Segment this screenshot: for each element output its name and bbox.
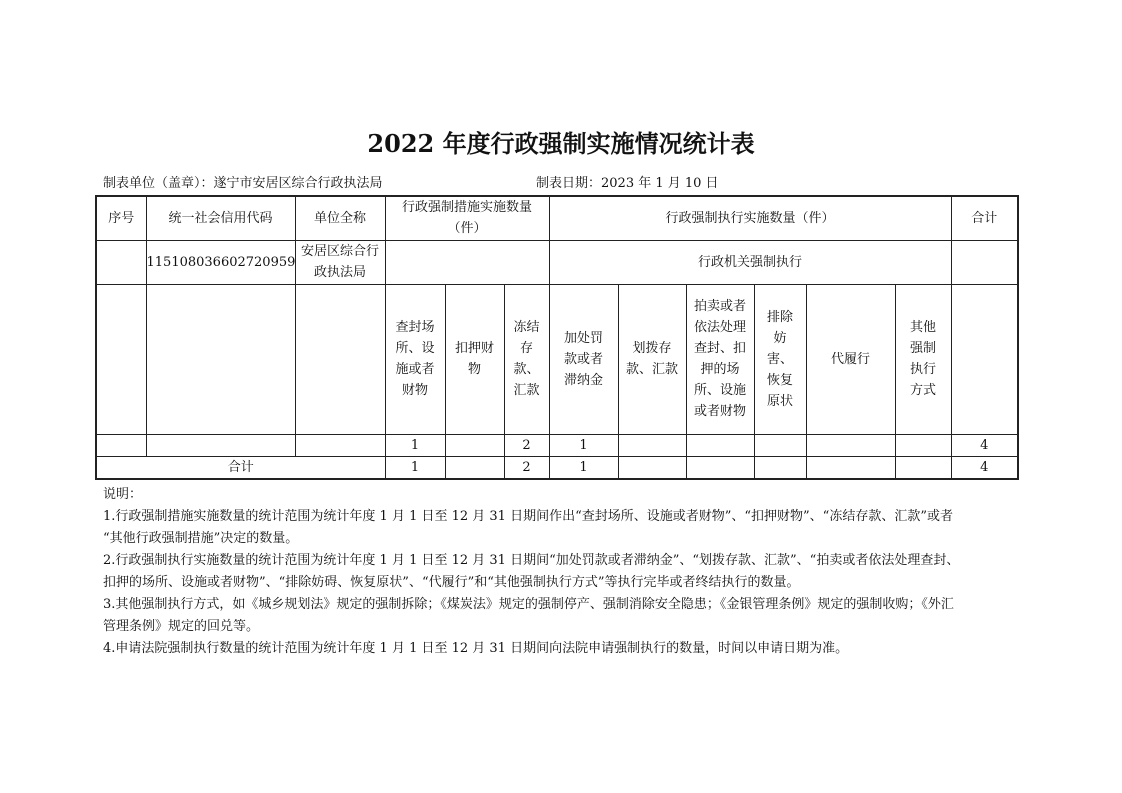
col-freeze: 冻结存款、汇款 xyxy=(504,284,549,434)
row1-fine: 1 xyxy=(549,434,618,456)
col-other: 其他强制执行方式 xyxy=(895,284,951,434)
header-unit-name: 单位全称 xyxy=(295,196,385,240)
issuing-unit: 制表单位（盖章）：遂宁市安居区综合行政执法局 xyxy=(103,176,383,191)
org-row xyxy=(96,240,1018,284)
page-title: 2022 年度行政强制实施情况统计表 xyxy=(367,129,755,158)
col-auction: 拍卖或者依法处理查封、扣押的场所、设施或者财物 xyxy=(686,284,754,434)
header-agency-execution: 行政机关强制执行 xyxy=(549,240,951,284)
sum-label: 合计 xyxy=(96,456,385,479)
header-credit-code: 统一社会信用代码 xyxy=(146,196,295,240)
row1-freeze: 2 xyxy=(504,434,549,456)
sum-seal: 1 xyxy=(385,456,445,479)
col-remove: 排除妨害、恢复原状 xyxy=(754,284,806,434)
col-detain: 扣押财物 xyxy=(445,284,504,434)
org-credit-code: 115108036602720959 xyxy=(146,240,295,284)
col-transfer: 划拨存款、汇款 xyxy=(618,284,686,434)
notes-heading: 说明： xyxy=(103,487,143,502)
note-2b: 扣押的场所、设施或者财物”、“排除妨碍、恢复原状”、“代履行”和“其他强制执行方式”等执行完毕或者终结执行的数量。 xyxy=(103,575,800,590)
note-1a: 1.行政强制措施实施数量的统计范围为统计年度 1 月 1 日至 12 月 31 日期间作出“查封场所、设施或者财物”、“扣押财物”、“冻结存款、汇款”或者 xyxy=(103,509,953,524)
col-fine: 加处罚款或者滞纳金 xyxy=(549,284,618,434)
col-substitute: 代履行 xyxy=(806,284,895,434)
row1-seal: 1 xyxy=(385,434,445,456)
table-row xyxy=(96,434,1018,456)
note-4: 4.申请法院强制执行数量的统计范围为统计年度 1 月 1 日至 12 月 31 日期间向法院申请强制执行的数量，时间以申请日期为准。 xyxy=(103,641,849,656)
note-1b: “其他行政强制措施”决定的数量。 xyxy=(103,531,299,546)
header-total: 合计 xyxy=(951,196,1018,240)
sum-fine: 1 xyxy=(549,456,618,479)
row1-total: 4 xyxy=(951,434,1018,456)
header-measures: 行政强制措施实施数量（件） xyxy=(385,196,549,240)
sum-row xyxy=(96,456,1018,479)
category-row xyxy=(96,284,1018,434)
header-seq: 序号 xyxy=(96,196,146,240)
note-2a: 2.行政强制执行实施数量的统计范围为统计年度 1 月 1 日至 12 月 31 日期间“加处罚款或者滞纳金”、“划拨存款、汇款”、“拍卖或者依法处理查封、 xyxy=(103,553,960,568)
note-3b: 管理条例》规定的回兑等。 xyxy=(103,619,260,634)
header-execution: 行政强制执行实施数量（件） xyxy=(549,196,951,240)
col-seal: 查封场所、设施或者财物 xyxy=(385,284,445,434)
header-row xyxy=(96,196,1018,240)
statistics-table xyxy=(95,195,1019,480)
org-name: 安居区综合行政执法局 xyxy=(295,240,385,284)
note-3a: 3.其他强制执行方式，如《城乡规划法》规定的强制拆除；《煤炭法》规定的强制停产、强制消除安全隐患；《金银管理条例》规定的强制收购；《外汇 xyxy=(103,597,954,612)
issue-date: 制表日期：2023 年 1 月 10 日 xyxy=(536,176,719,191)
sum-freeze: 2 xyxy=(504,456,549,479)
sum-total: 4 xyxy=(951,456,1018,479)
notes xyxy=(103,484,1043,660)
